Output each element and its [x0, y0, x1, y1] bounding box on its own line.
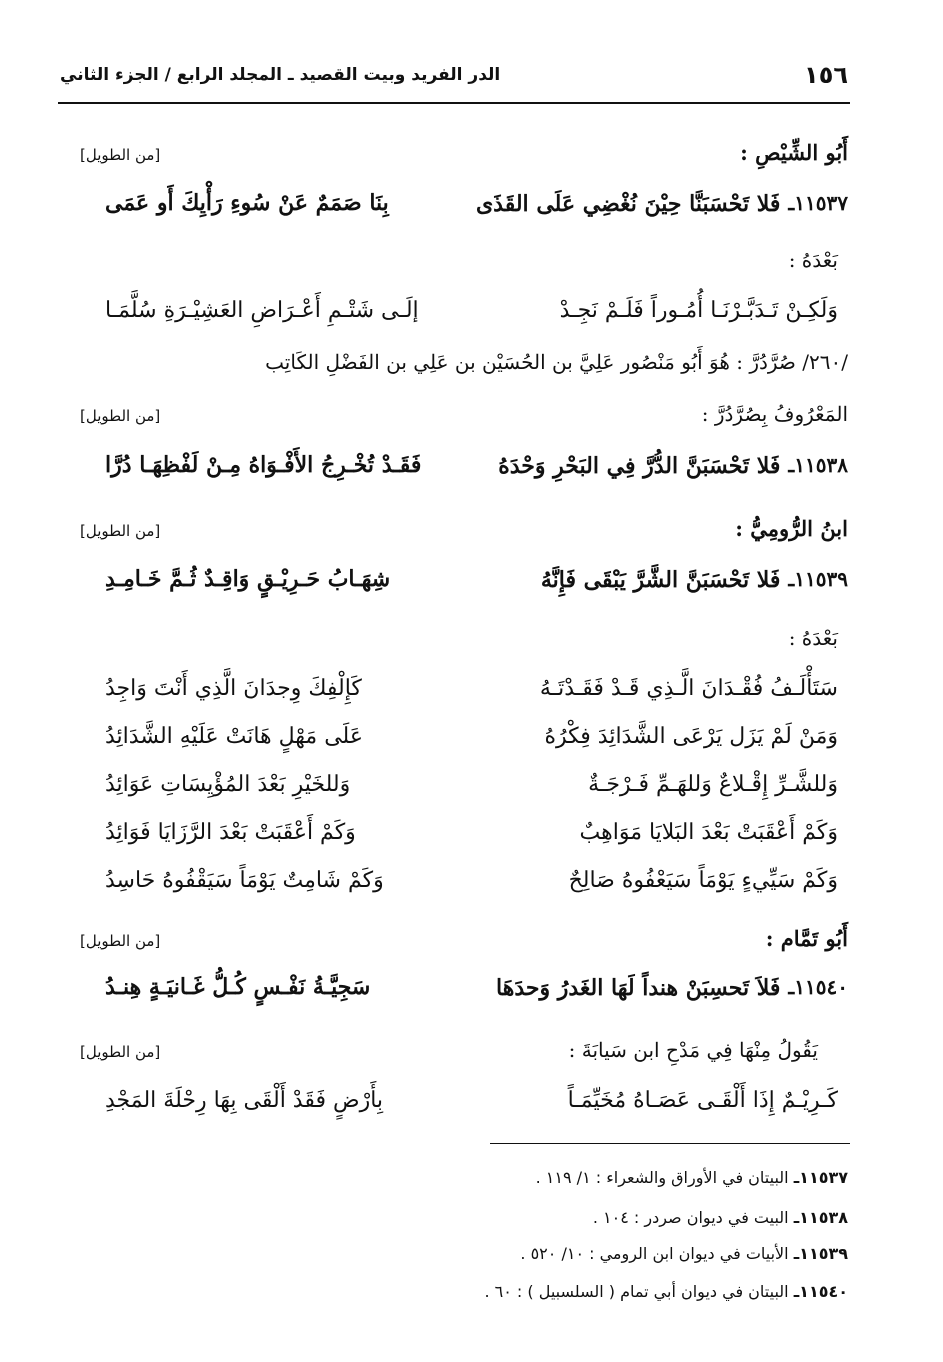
meter-label: [من الطويل] [80, 407, 161, 425]
poet-intro-cont: المَعْرُوفُ بِصُرَّدُرَّ : [701, 402, 848, 426]
verse-hemistich-1 [476, 191, 848, 217]
meter-label: [من الطويل] [80, 146, 161, 164]
verse-hemistich-2: وَكَمْ شَامِتٌ يَوْمَاً سَيَقْفُوهُ حَاسِدُ [105, 868, 384, 893]
meter-label: [من الطويل] [80, 1043, 161, 1061]
poet-name: أَبُو الشِّيْصِ : [740, 140, 848, 165]
footnote-text: البيتان في ديوان أبي تمام ( السلسبيل ) : ٦٠ . [484, 1282, 789, 1301]
poet-row-1539 [80, 516, 848, 541]
footnote-number: ١١٥٣٧ـ [793, 1168, 848, 1187]
header-rule [58, 102, 850, 104]
verse-hemistich-1 [541, 567, 848, 593]
poet-row-1540 [80, 926, 848, 951]
verse-hemistich-1: وَكَمْ أَعْقَبَتْ بَعْدَ البَلايَا مَوَاهِبٌ [579, 820, 838, 845]
verse-hemistich-1-text: فَلا تَحْسَبَنَّا حِيْنَ نُغْضِي عَلَى القَذَى [475, 191, 781, 217]
verse-number: ١١٥٣٧ـ [788, 191, 848, 215]
verse-hemistich-2: سَجِيَّـةُ نَفْـسٍ كُـلُّ غَـانيَـةٍ هِنـدُ [105, 974, 371, 1000]
meter-label: [من الطويل] [80, 932, 161, 950]
verse-hemistich-1: وَكَمْ سَيِّيءٍ يَوْمَاً سَيَعْفُوهُ صَالِحٌ [568, 868, 838, 893]
verse-hemistich-2: بِنَا صَمَمٌ عَنْ سُوءِ رَأْيِكَ أَو عَمَى [105, 190, 389, 216]
footnote-text: الأبيات في ديوان ابن الرومي : ١٠/ ٥٢٠ . [520, 1244, 789, 1263]
verse-1540 [105, 974, 848, 1001]
verse-1537-b [105, 298, 838, 323]
verse-hemistich-1: وَلَكِـنْ تَـدَبَّـرْنَـا أُمُـوراً فَلَـمْ نَجِـدْ [559, 298, 838, 323]
footnote-number: ١١٥٣٨ـ [793, 1208, 848, 1227]
poet-row-1537 [80, 140, 848, 165]
page-header [60, 55, 848, 95]
verse-line [105, 772, 838, 797]
verse-hemistich-2: وَكَمْ أَعْقَبَتْ بَعْدَ الرَّزَايَا فَوَائِدُ [105, 820, 356, 845]
verse-hemistich-2: كَإِلْفِكَ وِجدَانَ الَّذِي أَنْتَ وَاجِدُ [105, 676, 362, 701]
verse-hemistich-1: سَتَأْلَـفُ فُقْـدَانَ الَّـذِي قَـدْ فَقَـدْتَـهُ [539, 676, 838, 701]
footnote [520, 1244, 848, 1263]
verse-hemistich-1-text: فَلا تَحْسَبَنَّ الشَّرَّ يَبْقَى فَإِنَّهُ [540, 567, 781, 593]
verse-hemistich-1 [498, 453, 848, 479]
verse-hemistich-1: كَـرِيْـمٌ إِذَا أَلْقَـى عَصَـاهُ مُخَيِّمَـاً [567, 1088, 838, 1113]
verse-number: ١١٥٣٩ـ [788, 567, 848, 591]
after-label: بَعْدَهُ : [788, 248, 838, 272]
verse-line [105, 676, 838, 701]
verse-hemistich-2: فَقَـدْ تُخْـرِجُ الأَفْـوَاهُ مِـنْ لَفْظِهَـا دُرَّا [105, 452, 422, 478]
poet-name: ابنُ الرُّومِيُّ : [735, 516, 848, 541]
page-number: ١٥٦ [804, 61, 848, 89]
footnote [593, 1208, 848, 1227]
verse-hemistich-1: وَللشَّـرِّ إِقْـلاعٌ وَللهَـمِّ فَـرْجَـةٌ [588, 772, 838, 797]
footnote [484, 1282, 848, 1301]
poet-row-1538 [80, 402, 848, 426]
verse-hemistich-1-text: فَلاَ تَحسِبَنْ هنداً لَهَا الغَدرُ وَحدَهَا [496, 975, 781, 1001]
poet-intro-1538: /٢٦٠/ صُرَّدُرَّ : هُوَ أَبُو مَنْصُور عَلِيَّ بن الحُسَيْن بن عَلِي بن الفَضْلِ الكَاتِب [265, 350, 848, 374]
verse-line [105, 868, 838, 893]
verse-hemistich-2: عَلَى مَهْلٍ هَانَتْ عَلَيْهِ الشَّدَائِدُ [105, 724, 363, 749]
verse-hemistich-2: شِهَـابُ حَـرِيْـقٍ وَاقِـدٌ ثُـمَّ خَـامِـدِ [105, 566, 391, 592]
after-label: بَعْدَهُ : [788, 626, 838, 650]
footnote-number: ١١٥٣٩ـ [793, 1244, 848, 1263]
footnote-number: ١١٥٤٠ـ [793, 1282, 848, 1301]
intro-row-1540 [80, 1038, 818, 1062]
footnote-text: البيتان في الأوراق والشعراء : ١/ ١١٩ . [535, 1168, 789, 1187]
verse-hemistich-1: وَمَنْ لَمْ يَزَل يَرْعَى الشَّدَائِدَ فِكْرُهُ [544, 724, 838, 749]
verse-hemistich-1 [496, 975, 848, 1001]
footnote-text: البيت في ديوان صردر : ١٠٤ . [592, 1208, 789, 1227]
footnote [536, 1168, 848, 1187]
verse-1537 [105, 190, 848, 217]
footnote-rule [490, 1143, 850, 1144]
verse-number: ١١٥٣٨ـ [788, 453, 848, 477]
meter-label: [من الطويل] [80, 522, 161, 540]
verse-hemistich-2: وَللخَيْرِ بَعْدَ المُؤْيِسَاتِ عَوَائِدُ [105, 772, 351, 797]
after-label: يَقُولُ مِنْهَا فِي مَدْحِ ابن سَيابَةَ : [568, 1038, 818, 1062]
verse-number: ١١٥٤٠ـ [788, 975, 848, 999]
verse-1539 [105, 566, 848, 593]
verse-hemistich-2: إلَـى شَتْـمِ أَعْـرَاضِ العَشِيْـرَةِ سُلَّمَـا [105, 298, 419, 323]
verse-line [105, 820, 838, 845]
verse-hemistich-1-text: فَلا تَحْسَبَنَّ الدُّرَّ فِي البَحْرِ وَحْدَهُ [498, 453, 781, 479]
verse-1538 [105, 452, 848, 479]
running-title: الدر الفريد وبيت القصيد ـ المجلد الرابع / الجزء الثاني [60, 65, 501, 85]
verse-hemistich-2: بِأَرْضٍ فَقَدْ أَلْقَى بِهَا رِحْلَةَ المَجْدِ [105, 1088, 384, 1113]
poet-name: أَبُو تَمَّام : [765, 926, 848, 951]
verse-line [105, 724, 838, 749]
verse-1540-b [105, 1088, 838, 1113]
